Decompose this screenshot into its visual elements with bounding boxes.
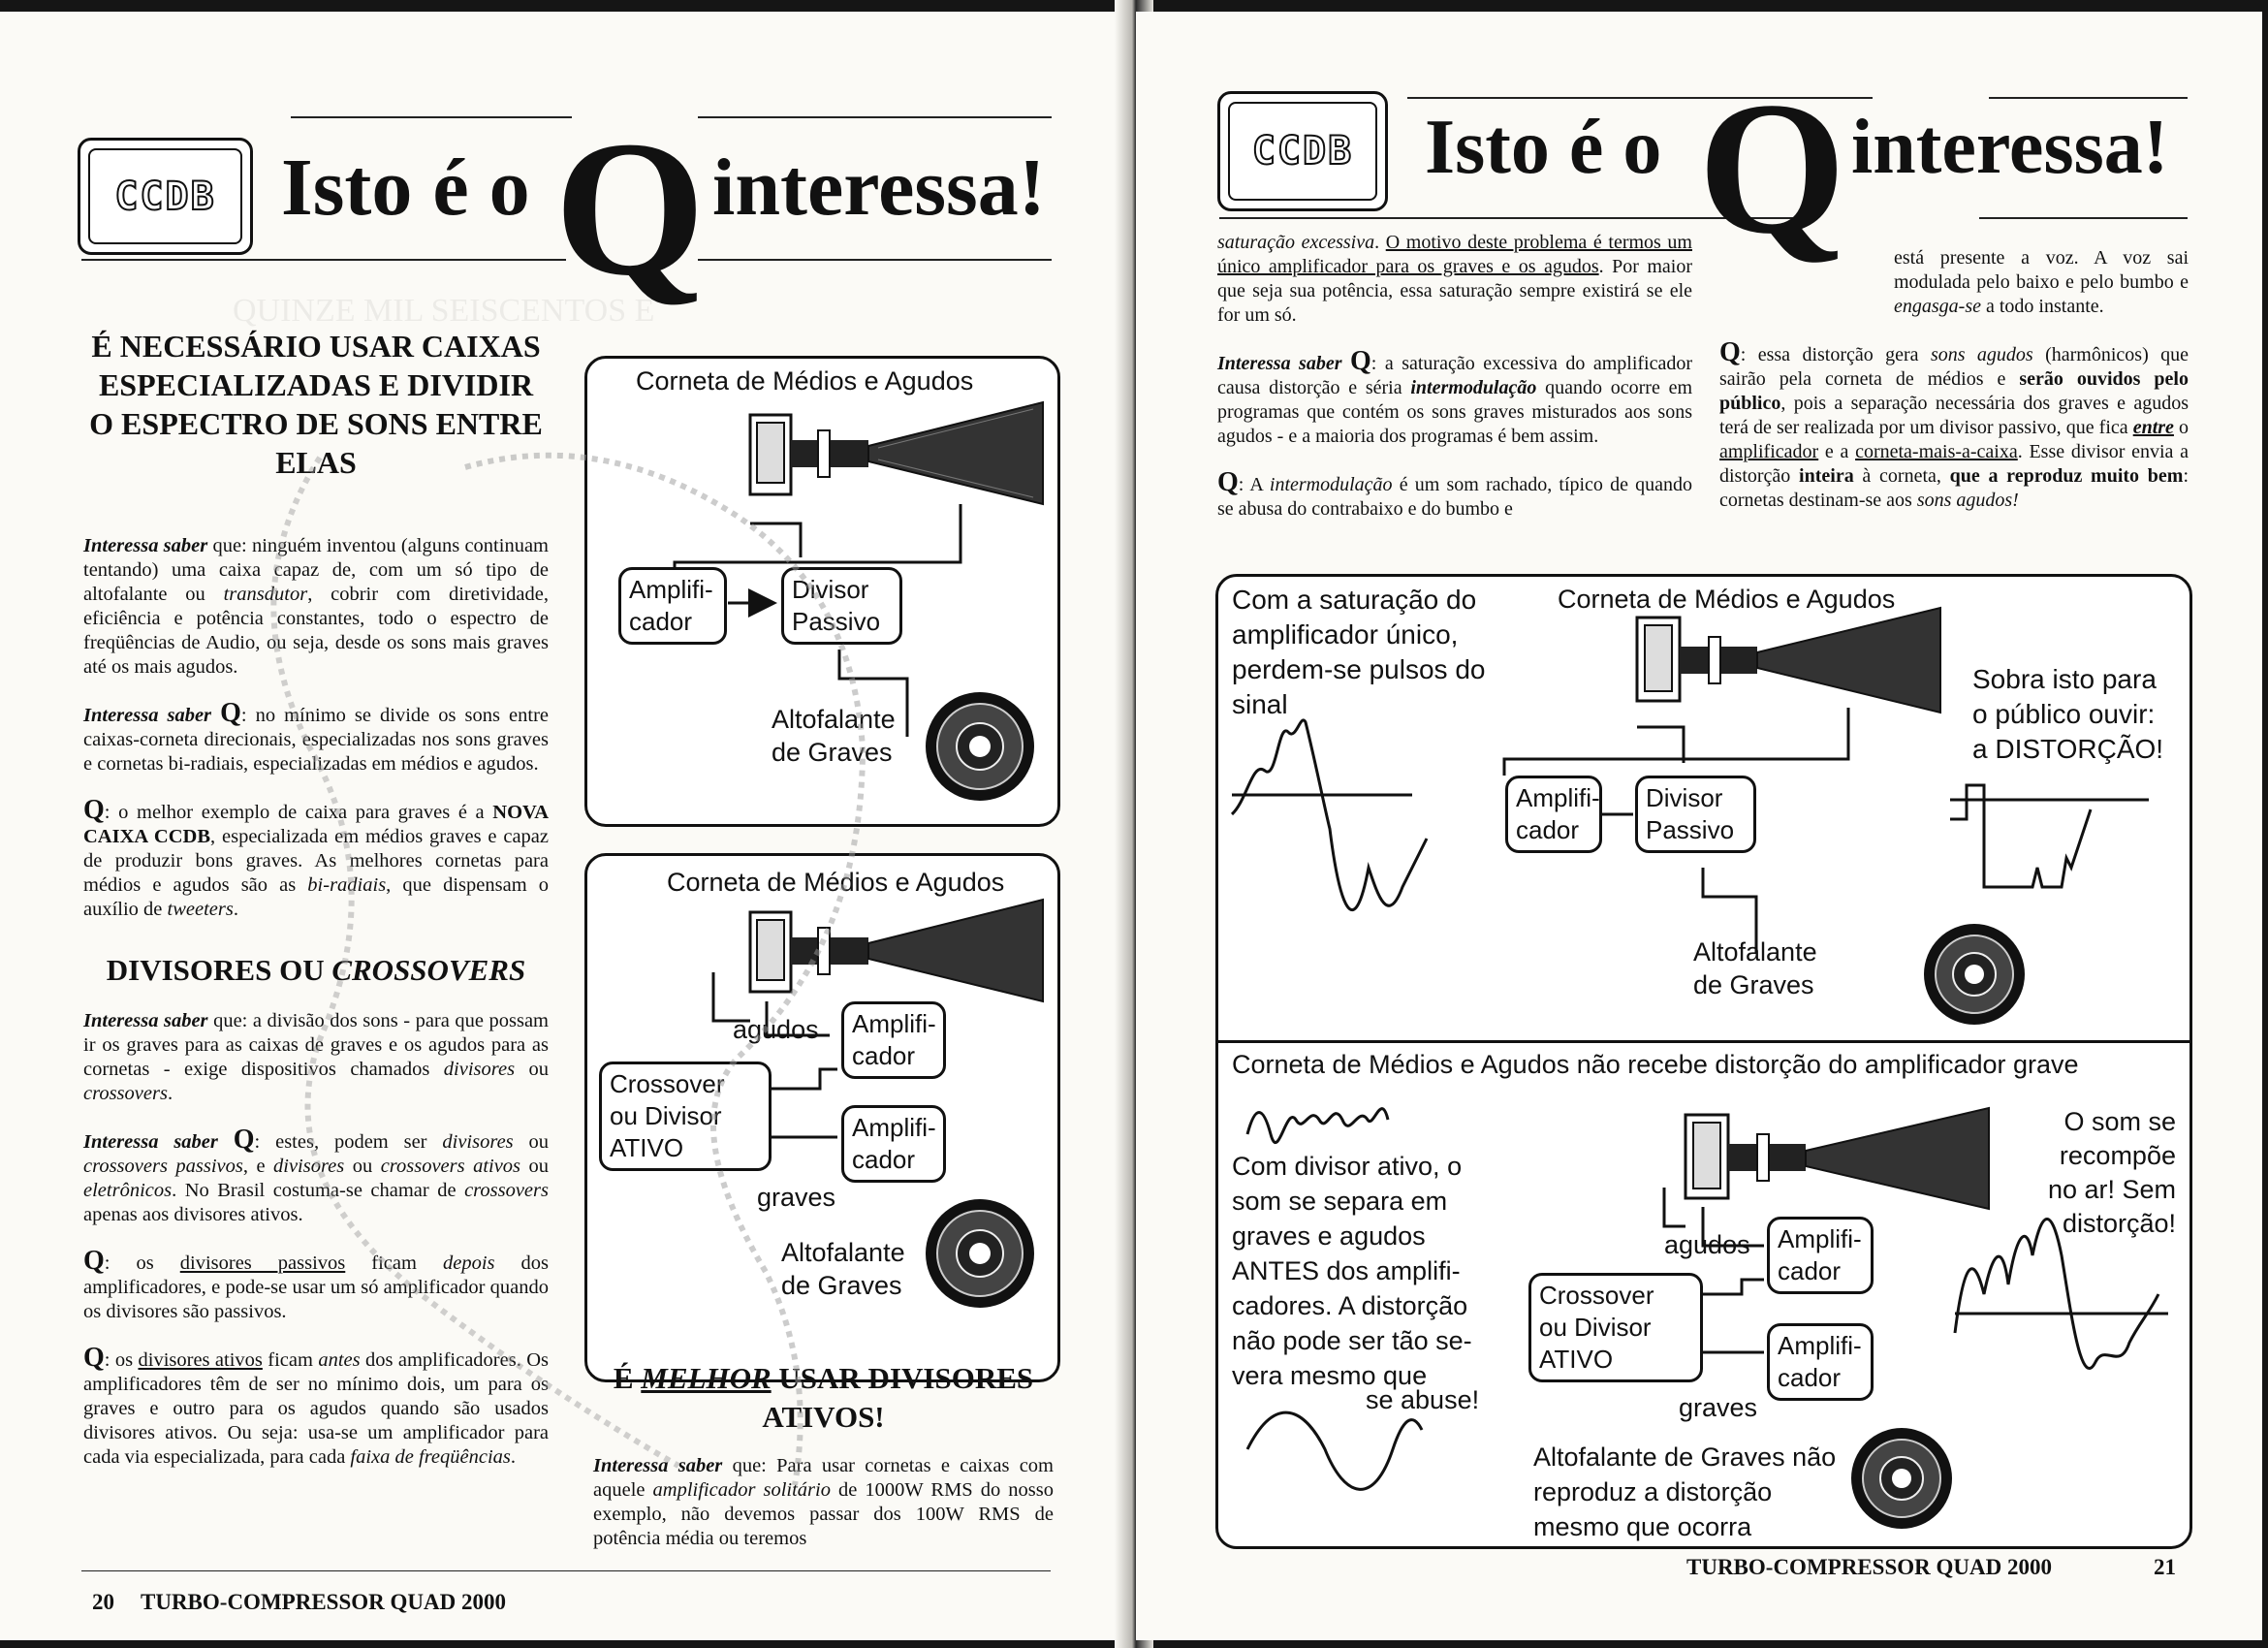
horn-icon — [750, 402, 1043, 504]
paragraph: Interessa saber que: Para usar cornetas e caixas com aquele amplificador solitário de 1000W RMS do nosso exemplo, não devemos passar dos 100W RMS de potência média ou teremos — [593, 1455, 1054, 1549]
paragraph: Q: os divisores ativos ficam antes dos amplificadores. Os amplificadores têm de ser no mínimo dois, um para os graves e outro para os agudos quando são usados divisores ativos. Ou seja: usa-se um amplificador para cada via especializada, para cada faixa de freqüências. — [83, 1343, 549, 1468]
passive-divider-diagram — [584, 356, 1060, 827]
amplifier-box: Amplifi- cador — [841, 1105, 946, 1183]
bleed-through-text: QUINZE MIL SEISCENTOS E — [233, 293, 655, 329]
right-column-2 — [1719, 246, 2189, 534]
header-big-q: Q — [554, 102, 706, 316]
header-title-right: interessa! — [712, 143, 1046, 233]
horn-label: Corneta de Médios e Agudos — [667, 868, 1005, 897]
active-diagram-explanation: Com divisor ativo, o som se separa em graves e agudos ANTES dos amplifi- cadores. A distorção não pode ser tão se- vera mesmo que — [1232, 1152, 1472, 1390]
header-big-q: Q — [1698, 63, 1846, 273]
treble-label: agudos — [733, 1015, 819, 1044]
page-number: 21 — [2154, 1555, 2176, 1579]
section-heading: É MELHOR USAR DIVISORES ATIVOS! — [613, 1361, 1034, 1434]
treble-label: agudos — [1664, 1230, 1750, 1259]
header-title-left: Isto é o — [1425, 105, 1662, 190]
active-crossover-box: Crossover ou Divisor ATIVO — [1528, 1273, 1703, 1382]
distortion-note: Sobra isto para o público ouvir: a DISTORÇÃO! — [1972, 664, 2164, 764]
ccdb-logo: CCDB — [78, 138, 253, 255]
paragraph: Q: o melhor exemplo de caixa para graves é a NOVA CAIXA CCDB, especializada em médios graves e capaz de produzir bons graves. As melhores cornetas para médios e agudos são as bi-radiais, que dispensam o auxílio de tweeters. — [83, 795, 550, 920]
woofer-label: Altofalante de Graves — [781, 1238, 905, 1300]
clean-wave-icon — [1247, 1109, 1422, 1490]
recompose-note: O som se recompõe no ar! Sem distorção! — [2047, 1107, 2176, 1238]
recomposed-wave-icon — [1955, 1220, 2168, 1369]
amplifier-box: Amplifi- cador — [1505, 776, 1602, 853]
woofer-icon — [926, 692, 1034, 801]
header-rule — [81, 259, 566, 261]
section-heading: É NECESSÁRIO USAR CAIXAS ESPECIALIZADAS E DIVIDIR O ESPECTRO DE SONS ENTRE ELAS — [89, 329, 543, 480]
woofer-note: Altofalante de Graves não reproduz a distorção mesmo que ocorra — [1533, 1442, 1837, 1541]
header-title-right: interessa! — [1851, 105, 2169, 190]
active-crossover-box: Crossover ou Divisor ATIVO — [599, 1062, 772, 1171]
header-rule — [698, 259, 1052, 261]
paragraph: Q: A intermodulação é um som rachado, típico de quando se abusa do contrabaixo e do bumbo e — [1217, 467, 1692, 520]
paragraph: Interessa saber Q: a saturação excessiva do amplificador causa distorção e séria intermodulação quando ocorre em programas que contém os sons graves misturados aos sons agudos - e a maioria dos programas é bem assim. — [1217, 346, 1693, 447]
woofer-label: Altofalante de Graves — [1693, 937, 1817, 999]
amplifier-box: Amplifi- cador — [841, 1001, 946, 1079]
paragraph: Interessa saber Q: estes, podem ser divisores ou crossovers passivos, e divisores ou crossovers ativos ou eletrônicos. No Brasil costuma-se chamar de crossovers apenas aos divisores ativos. — [83, 1125, 550, 1225]
woofer-icon — [1851, 1428, 1952, 1529]
paragraph: está presente a voz. A voz sai modulada pelo baixo e pelo bumbo e engasga-se a todo instante. — [1894, 247, 2189, 317]
amplifier-box: Amplifi- cador — [1767, 1323, 1874, 1401]
passive-divider-box: Divisor Passivo — [1635, 776, 1756, 853]
horn-label: Corneta de Médios e Agudos — [636, 366, 974, 396]
header-rule — [1989, 97, 2188, 99]
right-column-1 — [1217, 231, 1692, 543]
right-page — [1136, 12, 2262, 1640]
woofer-icon — [926, 1199, 1034, 1308]
section-heading: DIVISORES OU CROSSOVERS — [106, 953, 526, 987]
running-footer: TURBO-COMPRESSOR QUAD 2000 — [141, 1590, 506, 1614]
saturation-caption: Com a saturação do amplificador único, perdem-se pulsos do sinal — [1232, 585, 1486, 719]
paragraph: Q: essa distorção gera sons agudos (harmônicos) que sairão pela corneta de médios e serão ouvidos pelo público, pois a separação necessária dos graves e agudos terá de ser realizada por um divisor passivo, que fica entre o amplificador e a corneta-mais-a-caixa. Esse divisor envia a distorção inteira à corneta, que a reproduz muito bem: cornetas destinam-se aos sons agudos! — [1719, 337, 2189, 511]
active-diagram-explanation-tail: se abuse! — [1366, 1385, 1480, 1414]
page-number: 20 — [92, 1590, 114, 1614]
running-footer: TURBO-COMPRESSOR QUAD 2000 — [1686, 1555, 2052, 1579]
bass-label: graves — [757, 1183, 836, 1212]
horn-icon — [1685, 1108, 1989, 1209]
header-rule — [698, 116, 1052, 118]
header-title-left: Isto é o — [281, 143, 530, 233]
paragraph: saturação excessiva. O motivo deste problema é termos um único amplificador para os graves e os agudos. Por maior que seja sua potência, essa saturação sempre existirá se ele for um só. — [1217, 232, 1692, 326]
active-crossover-diagram — [584, 853, 1060, 1382]
left-column — [83, 327, 549, 1491]
horn-label: Corneta de Médios e Agudos — [1558, 585, 1896, 614]
left-page — [0, 12, 1127, 1640]
paragraph: Q: os divisores passivos ficam depois dos amplificadores, e pode-se usar um só amplificador quando os divisores são passivos. — [83, 1246, 549, 1322]
passive-divider-box: Divisor Passivo — [781, 567, 902, 645]
paragraph: Interessa saber que: ninguém inventou (alguns continuam tentando) uma caixa capaz de, com um só tipo de altofalante ou transdutor, cobrir com diretividade, eficiência e potência constantes, todo o espectro de freqüências de Audio, ou seja, desde os sons mais graves até os mais agudos. — [83, 535, 549, 678]
horn-icon — [750, 900, 1043, 1001]
paragraph: Interessa saber que: a divisão dos sons - para que possam ir os graves para as caixas de graves e os agudos para as cornetas - exige dispositivos chamados divisores ou crossovers. — [83, 1010, 550, 1104]
amplifier-box: Amplifi- cador — [618, 567, 727, 645]
bass-label: graves — [1679, 1393, 1758, 1422]
footer-rule — [81, 1570, 1051, 1571]
ccdb-logo: CCDB — [1217, 91, 1388, 211]
distortion-diagram — [1215, 574, 2192, 1549]
paragraph: Interessa saber Q: no mínimo se divide os sons entre caixas-corneta direcionais, especializadas nos sons graves e cornetas bi-radiais, especializadas em médios e agudos. — [83, 698, 550, 775]
header-rule — [291, 116, 572, 118]
amplifier-box: Amplifi- cador — [1767, 1217, 1874, 1294]
left-page-right-column — [593, 1359, 1054, 1572]
active-diagram-title: Corneta de Médios e Agudos não recebe distorção do amplificador grave — [1232, 1050, 2079, 1079]
woofer-label: Altofalante de Graves — [772, 705, 896, 767]
header-rule — [1979, 217, 2188, 219]
